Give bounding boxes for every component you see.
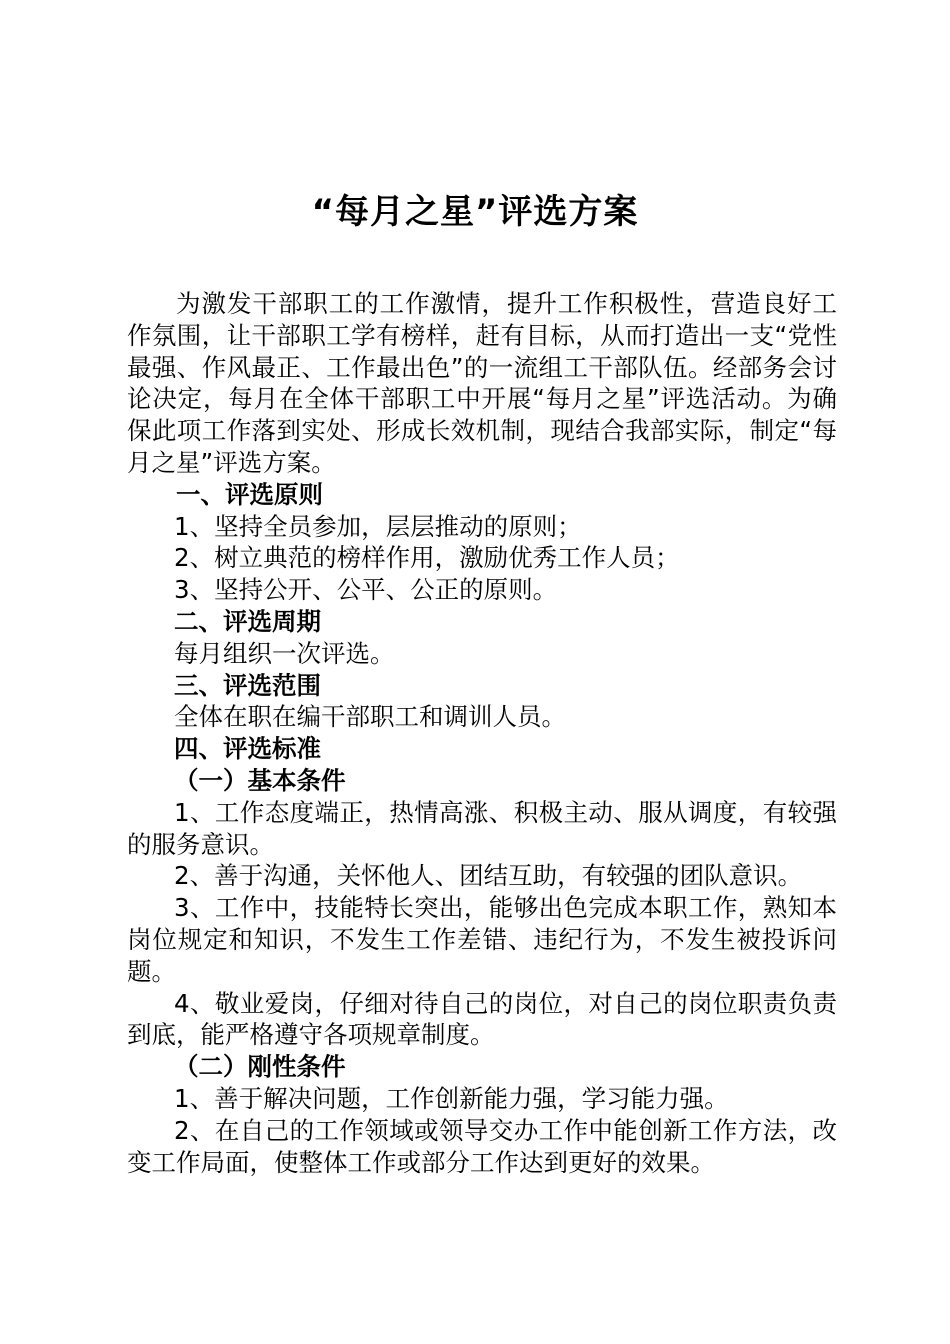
section-heading-cycle: 二、评选周期 [174, 606, 321, 636]
basic-condition-item: 2、善于沟通，关怀他人、团结互助，有较强的团队意识。 [174, 861, 803, 891]
scope-text: 全体在职在编干部职工和调训人员。 [174, 702, 566, 732]
principle-item: 1、坚持全员参加，层层推动的原则； [174, 511, 582, 541]
basic-condition-item: 3、工作中，技能特长突出，能够出色完成本职工作，熟知本岗位规定和知识，不发生工作差错、违纪行为，不发生被投诉问题。 [127, 893, 837, 986]
subsection-heading-rigid: （二）刚性条件 [174, 1052, 346, 1082]
cycle-text: 每月组织一次评选。 [174, 638, 395, 668]
basic-condition-item: 1、工作态度端正，热情高涨、积极主动、服从调度，有较强的服务意识。 [127, 797, 837, 859]
section-heading-standards: 四、评选标准 [174, 734, 321, 764]
document-body [127, 288, 837, 1178]
intro-paragraph: 为激发干部职工的工作激情，提升工作积极性，营造良好工作氛围，让干部职工学有榜样，赶有目标，从而打造出一支“党性最强、作风最正、工作最出色”的一流组工干部队伍。经部务会讨论决定，每月在全体干部职工中开展“每月之星”评选活动。为确保此项工作落到实处、形成长效机制，现结合我部实际，制定“每月之星”评选方案。 [127, 289, 837, 477]
basic-condition-item: 4、敬业爱岗，仔细对待自己的岗位，对自己的岗位职责负责到底，能严格遵守各项规章制度。 [127, 988, 837, 1050]
section-heading-scope: 三、评选范围 [174, 670, 321, 700]
document-title: “每月之星”评选方案 [311, 192, 639, 232]
rigid-condition-item: 2、在自己的工作领域或领导交办工作中能创新工作方法，改变工作局面，使整体工作或部分工作达到更好的效果。 [127, 1115, 837, 1177]
section-heading-principles: 一、评选原则 [176, 479, 323, 509]
subsection-heading-basic: （一）基本条件 [174, 765, 346, 795]
rigid-condition-item: 1、善于解决问题，工作创新能力强，学习能力强。 [174, 1083, 729, 1113]
principle-item: 3、坚持公开、公平、公正的原则。 [174, 575, 558, 605]
principle-item: 2、树立典范的榜样作用，激励优秀工作人员； [174, 543, 680, 573]
